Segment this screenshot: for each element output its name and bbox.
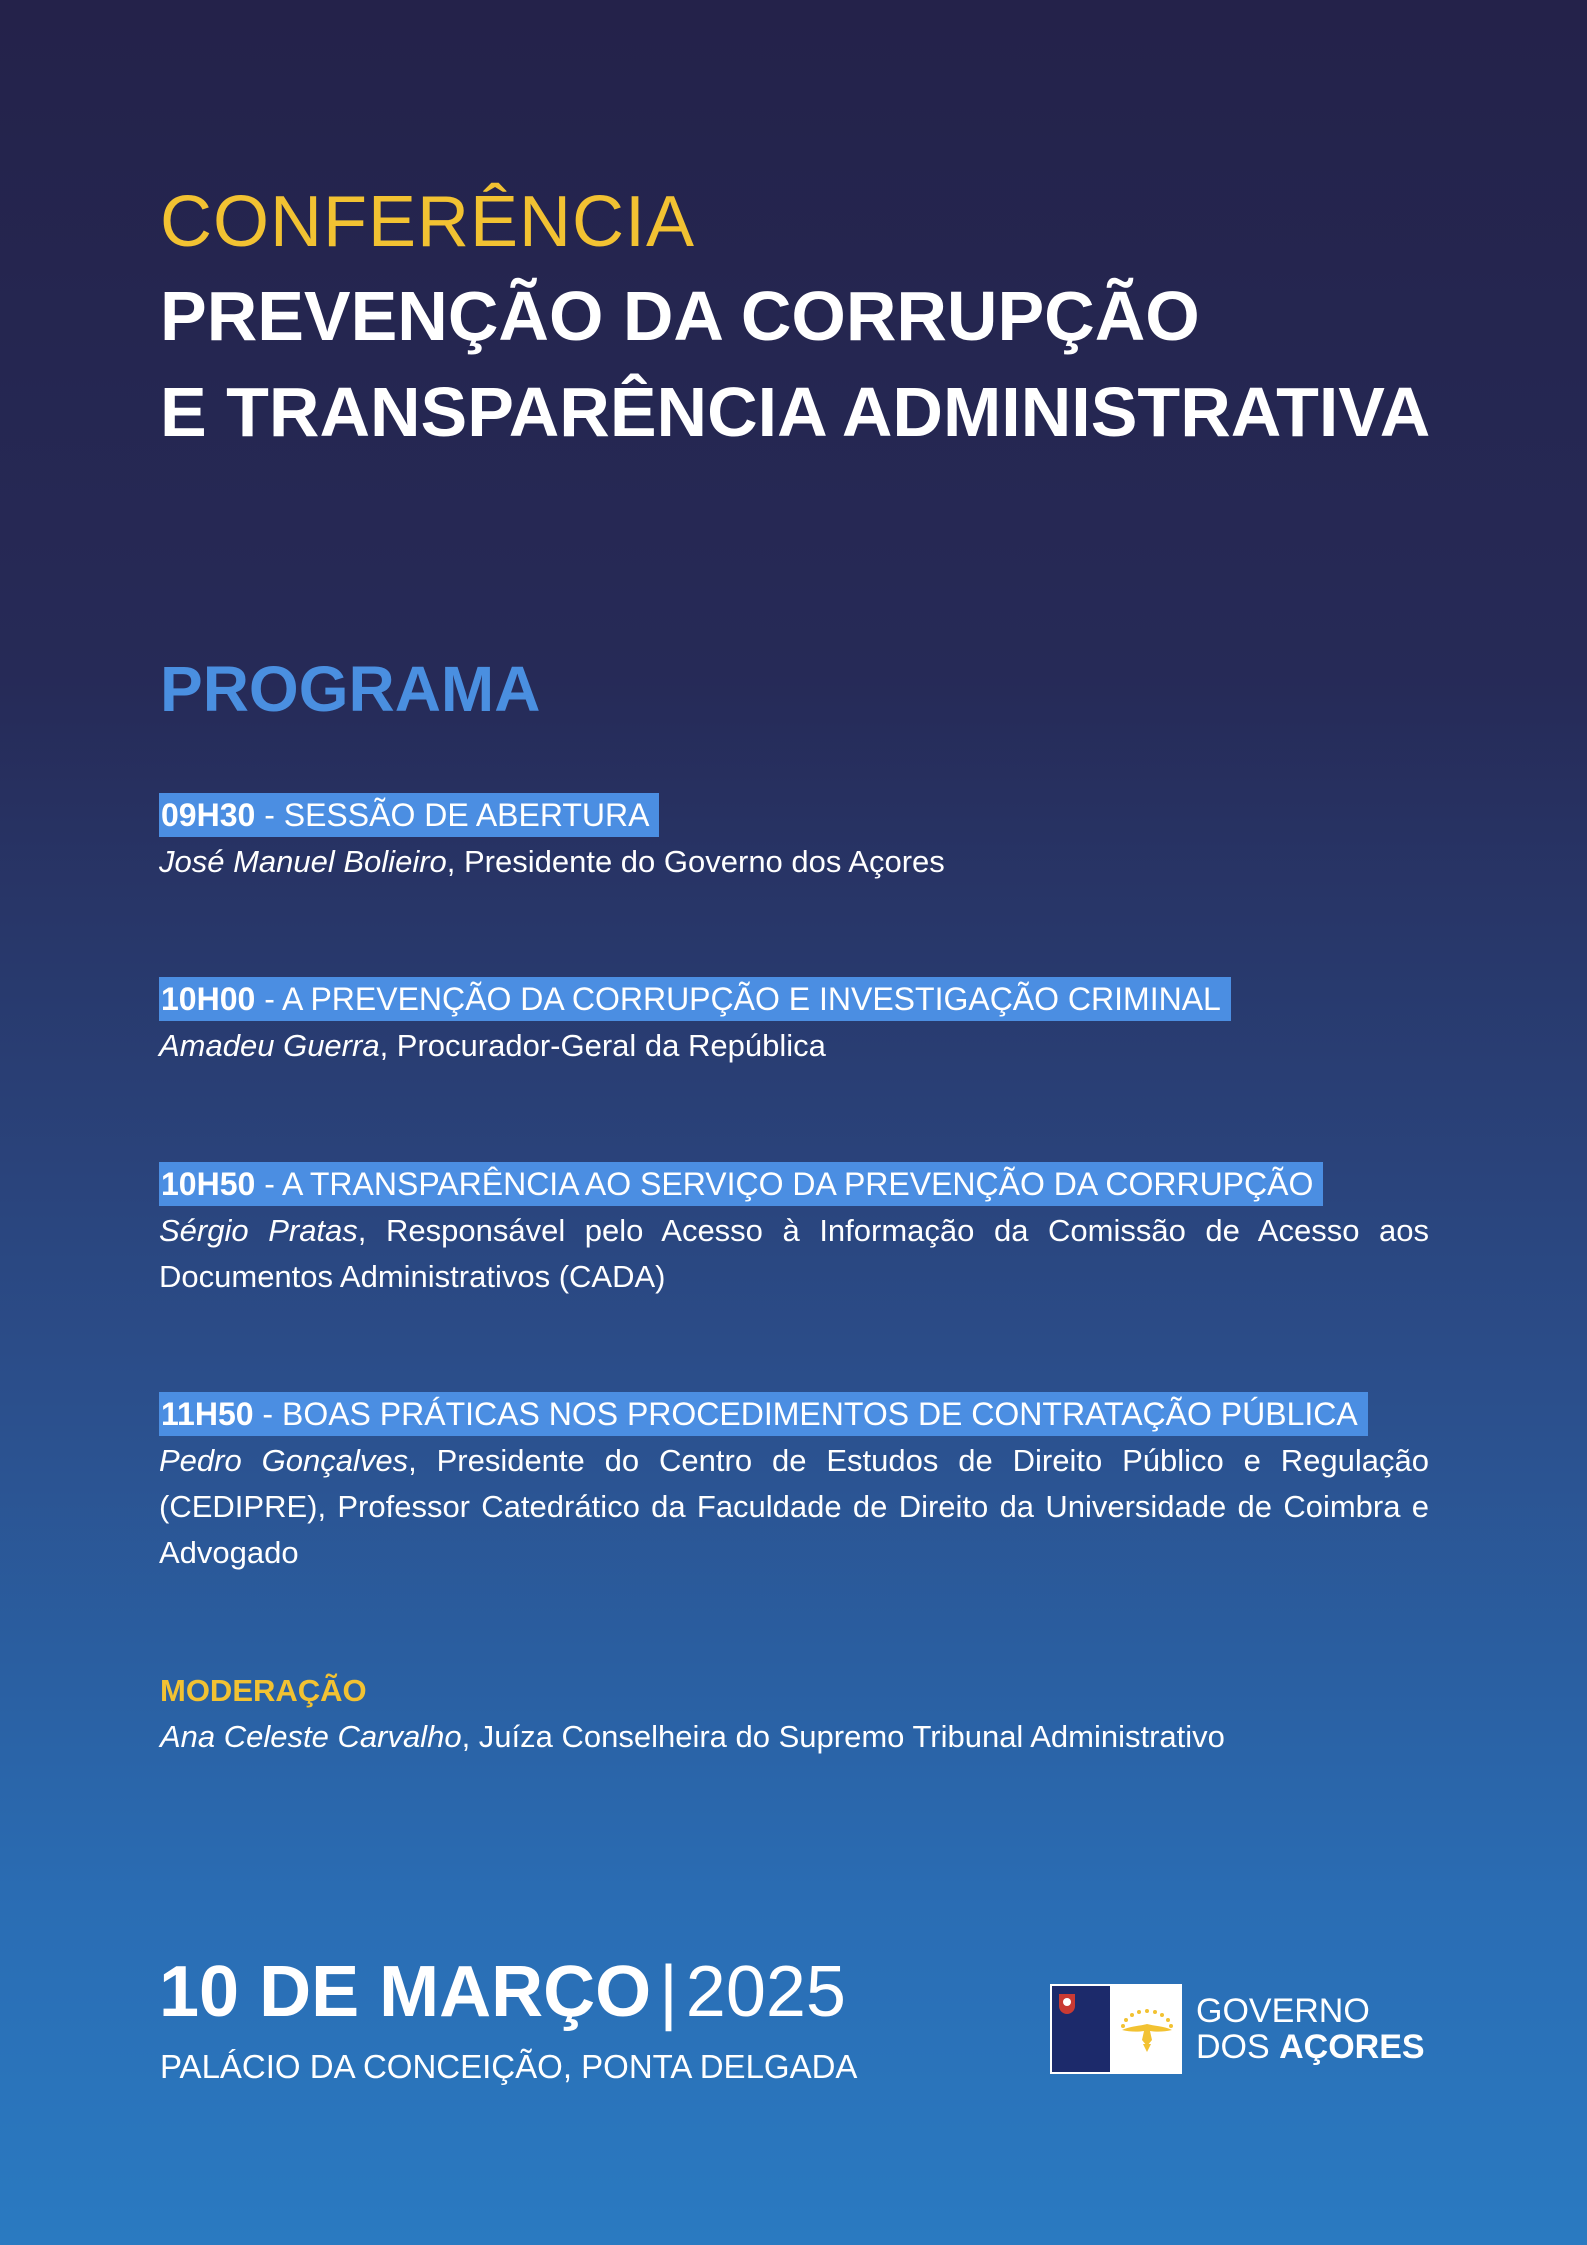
governo-acores-logo [1050,1982,1430,2076]
session-speaker [159,1208,1429,1300]
session-item [159,1392,1429,1576]
moderator-role: , Juíza Conselheira do Supremo Tribunal Administrativo [461,1719,1225,1754]
speaker-name: José Manuel Bolieiro [159,844,447,879]
programa-heading: PROGRAMA [160,653,541,725]
session-time: 10H50 [161,1166,256,1202]
event-venue: PALÁCIO DA CONCEIÇÃO, PONTA DELGADA [160,2048,858,2085]
session-time: 09H30 [161,797,256,833]
coat-of-arms-icon [1059,1994,1075,2014]
speaker-role: , Presidente do Centro de Estudos de Direito Público e Regulação (CEDIPRE), Professor Catedrático da Faculdade de Direito da Universidade de Coimbra e Advogado [159,1443,1429,1570]
moderation-block [160,1668,1430,1760]
session-header [159,793,659,837]
session-header [159,1162,1323,1206]
logo-wordmark [1196,1993,1425,2065]
session-title: - A TRANSPARÊNCIA AO SERVIÇO DA PREVENÇÃO DA CORRUPÇÃO [255,1166,1314,1202]
event-date-day: 10 DE MARÇO [159,1952,652,2032]
logo-line-2-bold: AÇORES [1279,2028,1425,2066]
conference-title-line-2: E TRANSPARÊNCIA ADMINISTRATIVA [160,373,1431,451]
logo-line-2 [1196,2029,1425,2065]
session-header [159,977,1231,1021]
moderator [160,1714,1430,1760]
conference-kicker: CONFERÊNCIA [160,182,696,262]
event-date [159,1950,846,2034]
session-item [159,793,1429,885]
speaker-name: Amadeu Guerra [159,1028,380,1063]
poster-header [160,176,1430,460]
logo-line-1: GOVERNO [1196,1992,1370,2030]
logo-line-2-regular: DOS [1196,2028,1280,2066]
speaker-role: , Presidente do Governo dos Açores [446,844,945,879]
session-time: 10H00 [161,981,256,1017]
speaker-name: Pedro Gonçalves [159,1443,409,1478]
session-speaker [159,839,1429,885]
speaker-name: Sérgio Pratas [159,1213,358,1248]
session-title: - SESSÃO DE ABERTURA [255,797,650,833]
moderator-name: Ana Celeste Carvalho [160,1719,462,1754]
moderation-label: MODERAÇÃO [160,1673,367,1708]
speaker-role: , Responsável pelo Acesso à Informação da Comissão de Acesso aos Documentos Administrativos (CADA) [159,1213,1430,1294]
session-header [159,1392,1368,1436]
date-separator: | [659,1952,678,2032]
session-speaker [159,1438,1429,1576]
goshawk-icon [1118,2008,1178,2054]
session-item [159,1162,1429,1300]
conference-title-line-1: PREVENÇÃO DA CORRUPÇÃO [160,277,1200,355]
speaker-role: , Procurador-Geral da República [379,1028,826,1063]
session-speaker [159,1023,1429,1069]
event-date-year: 2025 [685,1952,846,2032]
session-item [159,977,1429,1069]
session-title: - BOAS PRÁTICAS NOS PROCEDIMENTOS DE CONTRATAÇÃO PÚBLICA [253,1396,1358,1432]
azores-flag-icon [1050,1984,1182,2074]
session-time: 11H50 [161,1396,254,1432]
session-title: - A PREVENÇÃO DA CORRUPÇÃO E INVESTIGAÇÃO CRIMINAL [255,981,1221,1017]
